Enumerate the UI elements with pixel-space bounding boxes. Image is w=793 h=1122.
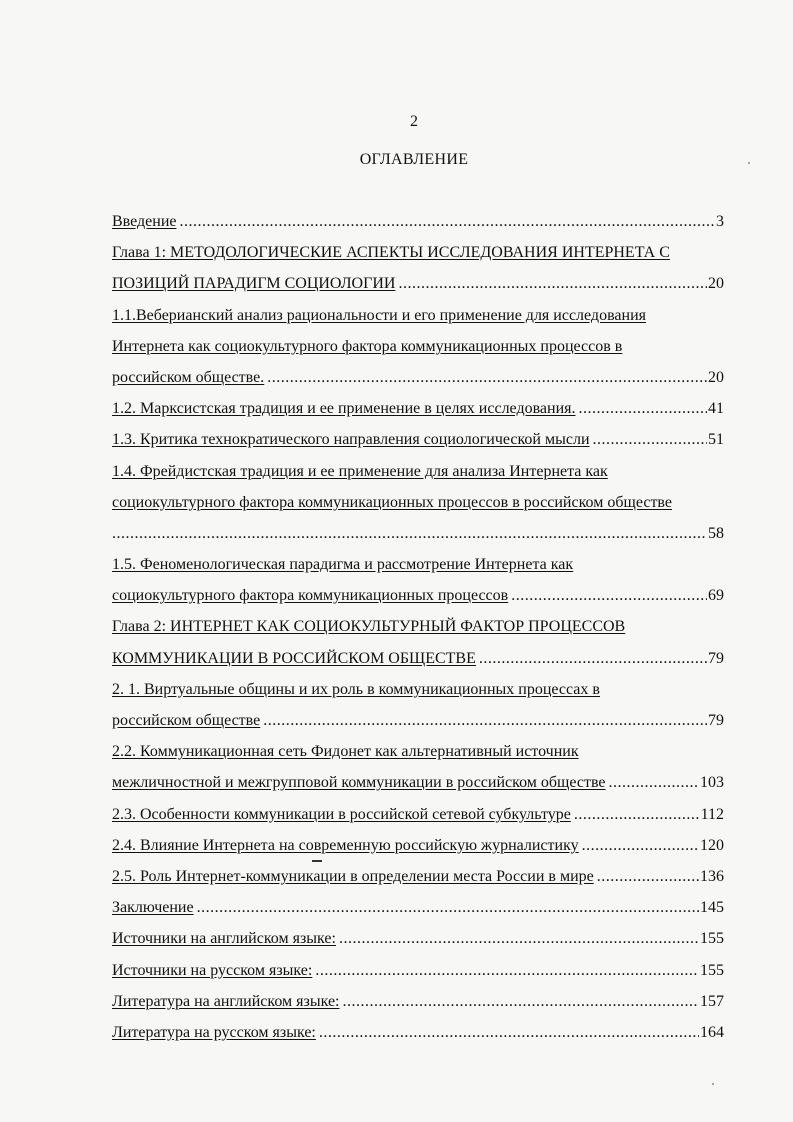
toc-entry-text: Источники на английском языке: xyxy=(112,930,336,948)
toc-entry-text: 1.2. Марксистская традиция и ее применение в целях исследования. xyxy=(112,400,576,418)
toc-page-number: 145 xyxy=(700,899,724,917)
dot-leader xyxy=(339,923,699,954)
toc-page-number: 79 xyxy=(708,649,724,667)
toc-entry-text: Интернета как социокультурного фактора коммуникационных процессов в xyxy=(112,337,623,355)
page-number: 2 xyxy=(410,113,418,130)
dot-leader xyxy=(197,892,699,923)
toc-page-number: 103 xyxy=(700,774,724,792)
dot-leader xyxy=(267,362,707,393)
toc-entry-2-2-end[interactable] xyxy=(112,767,724,798)
toc-entry-text: 2.3. Особенности коммуникации в российской сетевой субкультуре xyxy=(112,805,571,823)
toc-page-number: 155 xyxy=(700,961,724,979)
dot-leader xyxy=(180,206,716,237)
toc-page-number: 112 xyxy=(700,805,724,823)
toc-entry-2-3[interactable] xyxy=(112,799,724,830)
dot-leader xyxy=(593,424,707,455)
toc-page-number: 51 xyxy=(708,431,724,449)
toc-page-number: 41 xyxy=(708,400,724,418)
toc-entry-text: российском обществе. xyxy=(112,368,265,386)
scan-speck xyxy=(712,1083,714,1085)
toc-entry-text: социокультурного фактора коммуникационных процессов xyxy=(112,587,509,605)
toc-entry-text: Глава 2: ИНТЕРНЕТ КАК СОЦИОКУЛЬТУРНЫЙ ФАКТОР ПРОЦЕССОВ xyxy=(112,618,626,636)
toc-entry-chapter-2-end[interactable] xyxy=(112,643,724,674)
toc-entry-sources-english[interactable] xyxy=(112,923,724,954)
toc-entry-text: Источники на русском языке: xyxy=(112,961,313,979)
dot-leader xyxy=(479,643,707,674)
dot-leader xyxy=(609,767,699,798)
toc-entry-1-4-end[interactable] xyxy=(112,518,724,549)
toc-page-number: 69 xyxy=(708,587,724,605)
toc-entry-chapter-2-line[interactable] xyxy=(112,611,724,642)
dot-leader xyxy=(582,830,699,861)
toc-entry-2-4[interactable] xyxy=(112,830,724,861)
toc-entry-2-1-line[interactable] xyxy=(112,674,724,705)
toc-entry-literature-english[interactable] xyxy=(112,986,724,1017)
toc-entry-1-5-line[interactable] xyxy=(112,549,724,580)
toc-entry-text: 1.3. Критика технократического направления социологической мысли xyxy=(112,431,590,449)
dot-leader xyxy=(511,580,707,611)
toc-entry-chapter-1-end[interactable] xyxy=(112,268,724,299)
scan-speck xyxy=(748,162,750,164)
toc-entry-text: Литература на английском языке: xyxy=(112,992,340,1010)
scan-artifact xyxy=(312,860,322,862)
toc-entry-1-3[interactable] xyxy=(112,424,724,455)
toc-entry-2-1-end[interactable] xyxy=(112,705,724,736)
toc-entry-1-4-line[interactable] xyxy=(112,456,724,487)
toc-entry-1-1-end[interactable] xyxy=(112,362,724,393)
toc-entry-1-4-line[interactable] xyxy=(112,487,724,518)
toc-entry-text: Введение xyxy=(112,213,177,230)
dot-leader xyxy=(263,705,707,736)
toc-entry-text: 1.4. Фрейдистская традиция и ее применение для анализа Интернета как xyxy=(112,462,608,480)
toc-entry-introduction[interactable] xyxy=(112,206,724,237)
toc-entry-text: Глава 1: МЕТОДОЛОГИЧЕСКИЕ АСПЕКТЫ ИССЛЕДОВАНИЯ ИНТЕРНЕТА С xyxy=(112,244,670,262)
toc-entry-text: 2.5. Роль Интернет-коммуникации в определении места России в мире xyxy=(112,867,594,885)
toc-entry-text: Литература на русском языке: xyxy=(112,1023,316,1041)
toc-entry-text: ПОЗИЦИЙ ПАРАДИГМ СОЦИОЛОГИИ xyxy=(112,275,396,293)
toc-page-number: 136 xyxy=(700,867,724,885)
toc-entry-text: КОММУНИКАЦИИ В РОССИЙСКОМ ОБЩЕСТВЕ xyxy=(112,649,476,667)
toc-page-number: 20 xyxy=(708,275,724,293)
toc-entry-chapter-1-line[interactable] xyxy=(112,237,724,268)
toc-page-number: 164 xyxy=(700,1023,724,1041)
toc-page-number: 3 xyxy=(716,213,724,230)
dot-leader xyxy=(398,268,707,299)
dot-leader xyxy=(574,799,700,830)
toc-entry-text: 2.4. Влияние Интернета на современную российскую журналистику xyxy=(112,836,579,854)
toc-entry-text: Заключение xyxy=(112,899,194,917)
toc-page-number: 155 xyxy=(700,930,724,948)
toc-entry-1-2[interactable] xyxy=(112,393,724,424)
toc-entry-text: межличностной и межгрупповой коммуникации в российском обществе xyxy=(112,774,606,792)
page-title: ОГЛАВЛЕНИЕ xyxy=(359,151,469,168)
toc-entry-literature-russian[interactable] xyxy=(112,1017,724,1048)
toc-page-number: 20 xyxy=(708,368,724,386)
toc-page-number: 58 xyxy=(708,524,724,542)
toc-entry-2-2-line[interactable] xyxy=(112,736,724,767)
toc-page-number: 157 xyxy=(700,992,724,1010)
dot-leader xyxy=(112,518,707,549)
toc-entry-sources-russian[interactable] xyxy=(112,955,724,986)
toc-entry-1-1-line[interactable] xyxy=(112,331,724,362)
dot-leader xyxy=(343,986,700,1017)
toc-page-number: 120 xyxy=(700,836,724,854)
dot-leader xyxy=(319,1017,699,1048)
dot-leader xyxy=(597,861,699,892)
dot-leader xyxy=(315,955,699,986)
toc-entry-1-1-line[interactable] xyxy=(112,300,724,331)
toc-entry-text: 2. 1. Виртуальные общины и их роль в коммуникационных процессах в xyxy=(112,680,600,698)
toc-entry-2-5[interactable] xyxy=(112,861,724,892)
toc-entry-1-5-end[interactable] xyxy=(112,580,724,611)
toc-entry-conclusion[interactable] xyxy=(112,892,724,923)
toc-entry-text: социокультурного фактора коммуникационных процессов в российском обществе xyxy=(112,493,672,511)
table-of-contents xyxy=(112,206,724,1048)
dot-leader xyxy=(579,393,707,424)
toc-entry-text: российском обществе xyxy=(112,712,261,729)
toc-entry-text: 2.2. Коммуникационная сеть Фидонет как альтернативный источник xyxy=(112,743,579,761)
toc-entry-text: 1.1.Веберианский анализ рациональности и его применение для исследования xyxy=(112,306,646,324)
toc-entry-text: 1.5. Феноменологическая парадигма и рассмотрение Интернета как xyxy=(112,556,574,574)
toc-page-number: 79 xyxy=(708,712,724,729)
